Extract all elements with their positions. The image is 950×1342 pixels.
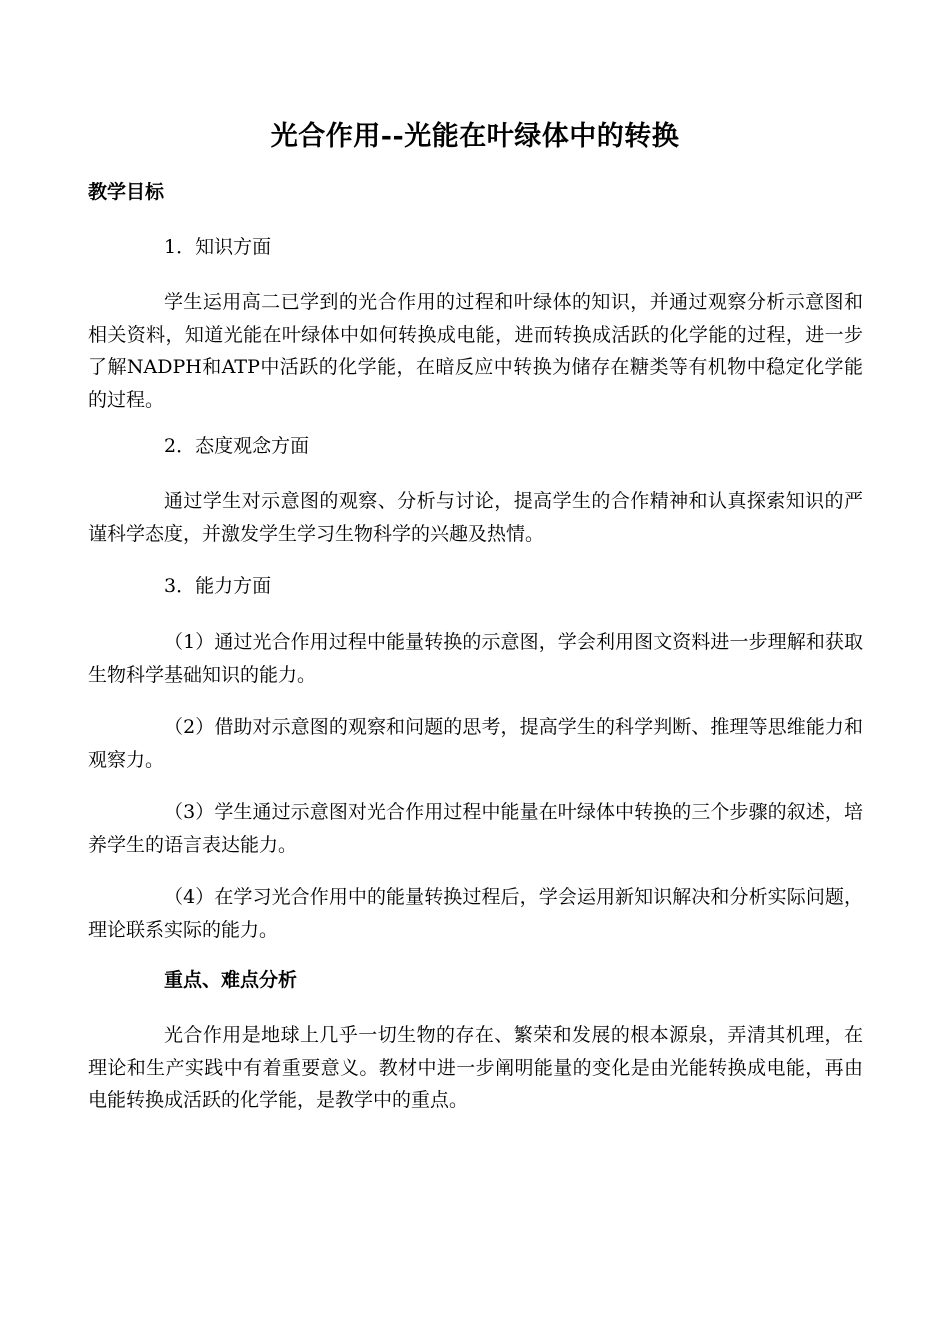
attitude-paragraph: 通过学生对示意图的观察、分析与讨论，提高学生的合作精神和认真探索知识的严谨科学态度，并激发学生学习生物科学的兴趣及热情。: [88, 490, 863, 545]
keypoints-heading: 重点、难点分析: [164, 969, 298, 991]
keypoints-paragraph: 光合作用是地球上几乎一切生物的存在、繁荣和发展的根本源泉，弄清其机理，在理论和生产实践中有着重要意义。教材中进一步阐明能量的变化是由光能转换成电能，再由电能转换成活跃的化学能，是教学中的重点。: [88, 1024, 863, 1112]
knowledge-paragraph: 学生运用高二已学到的光合作用的过程和叶绿体的知识，并通过观察分析示意图和相关资料，知道光能在叶绿体中如何转换成电能，进而转换成活跃的化学能的过程，进一步了解NADPH和ATP中活跃的化学能，在暗反应中转换为储存在糖类等有机物中稳定化学能的过程。: [88, 291, 863, 411]
objectives-heading: 教学目标: [88, 181, 165, 203]
attitude-heading: 2．态度观念方面: [164, 435, 310, 457]
knowledge-heading: 1．知识方面: [164, 236, 272, 258]
ability-item-2: （2）借助对示意图的观察和问题的思考，提高学生的科学判断、推理等思维能力和观察力。: [88, 716, 863, 771]
ability-item-3: （3）学生通过示意图对光合作用过程中能量在叶绿体中转换的三个步骤的叙述，培养学生的语言表达能力。: [88, 801, 863, 856]
ability-item-4: （4）在学习光合作用中的能量转换过程后，学会运用新知识解决和分析实际问题，理论联系实际的能力。: [88, 886, 863, 941]
document-title: 光合作用--光能在叶绿体中的转换: [270, 121, 680, 152]
ability-heading: 3．能力方面: [164, 575, 272, 597]
ability-item-1: （1）通过光合作用过程中能量转换的示意图，学会利用图文资料进一步理解和获取生物科学基础知识的能力。: [88, 631, 863, 686]
